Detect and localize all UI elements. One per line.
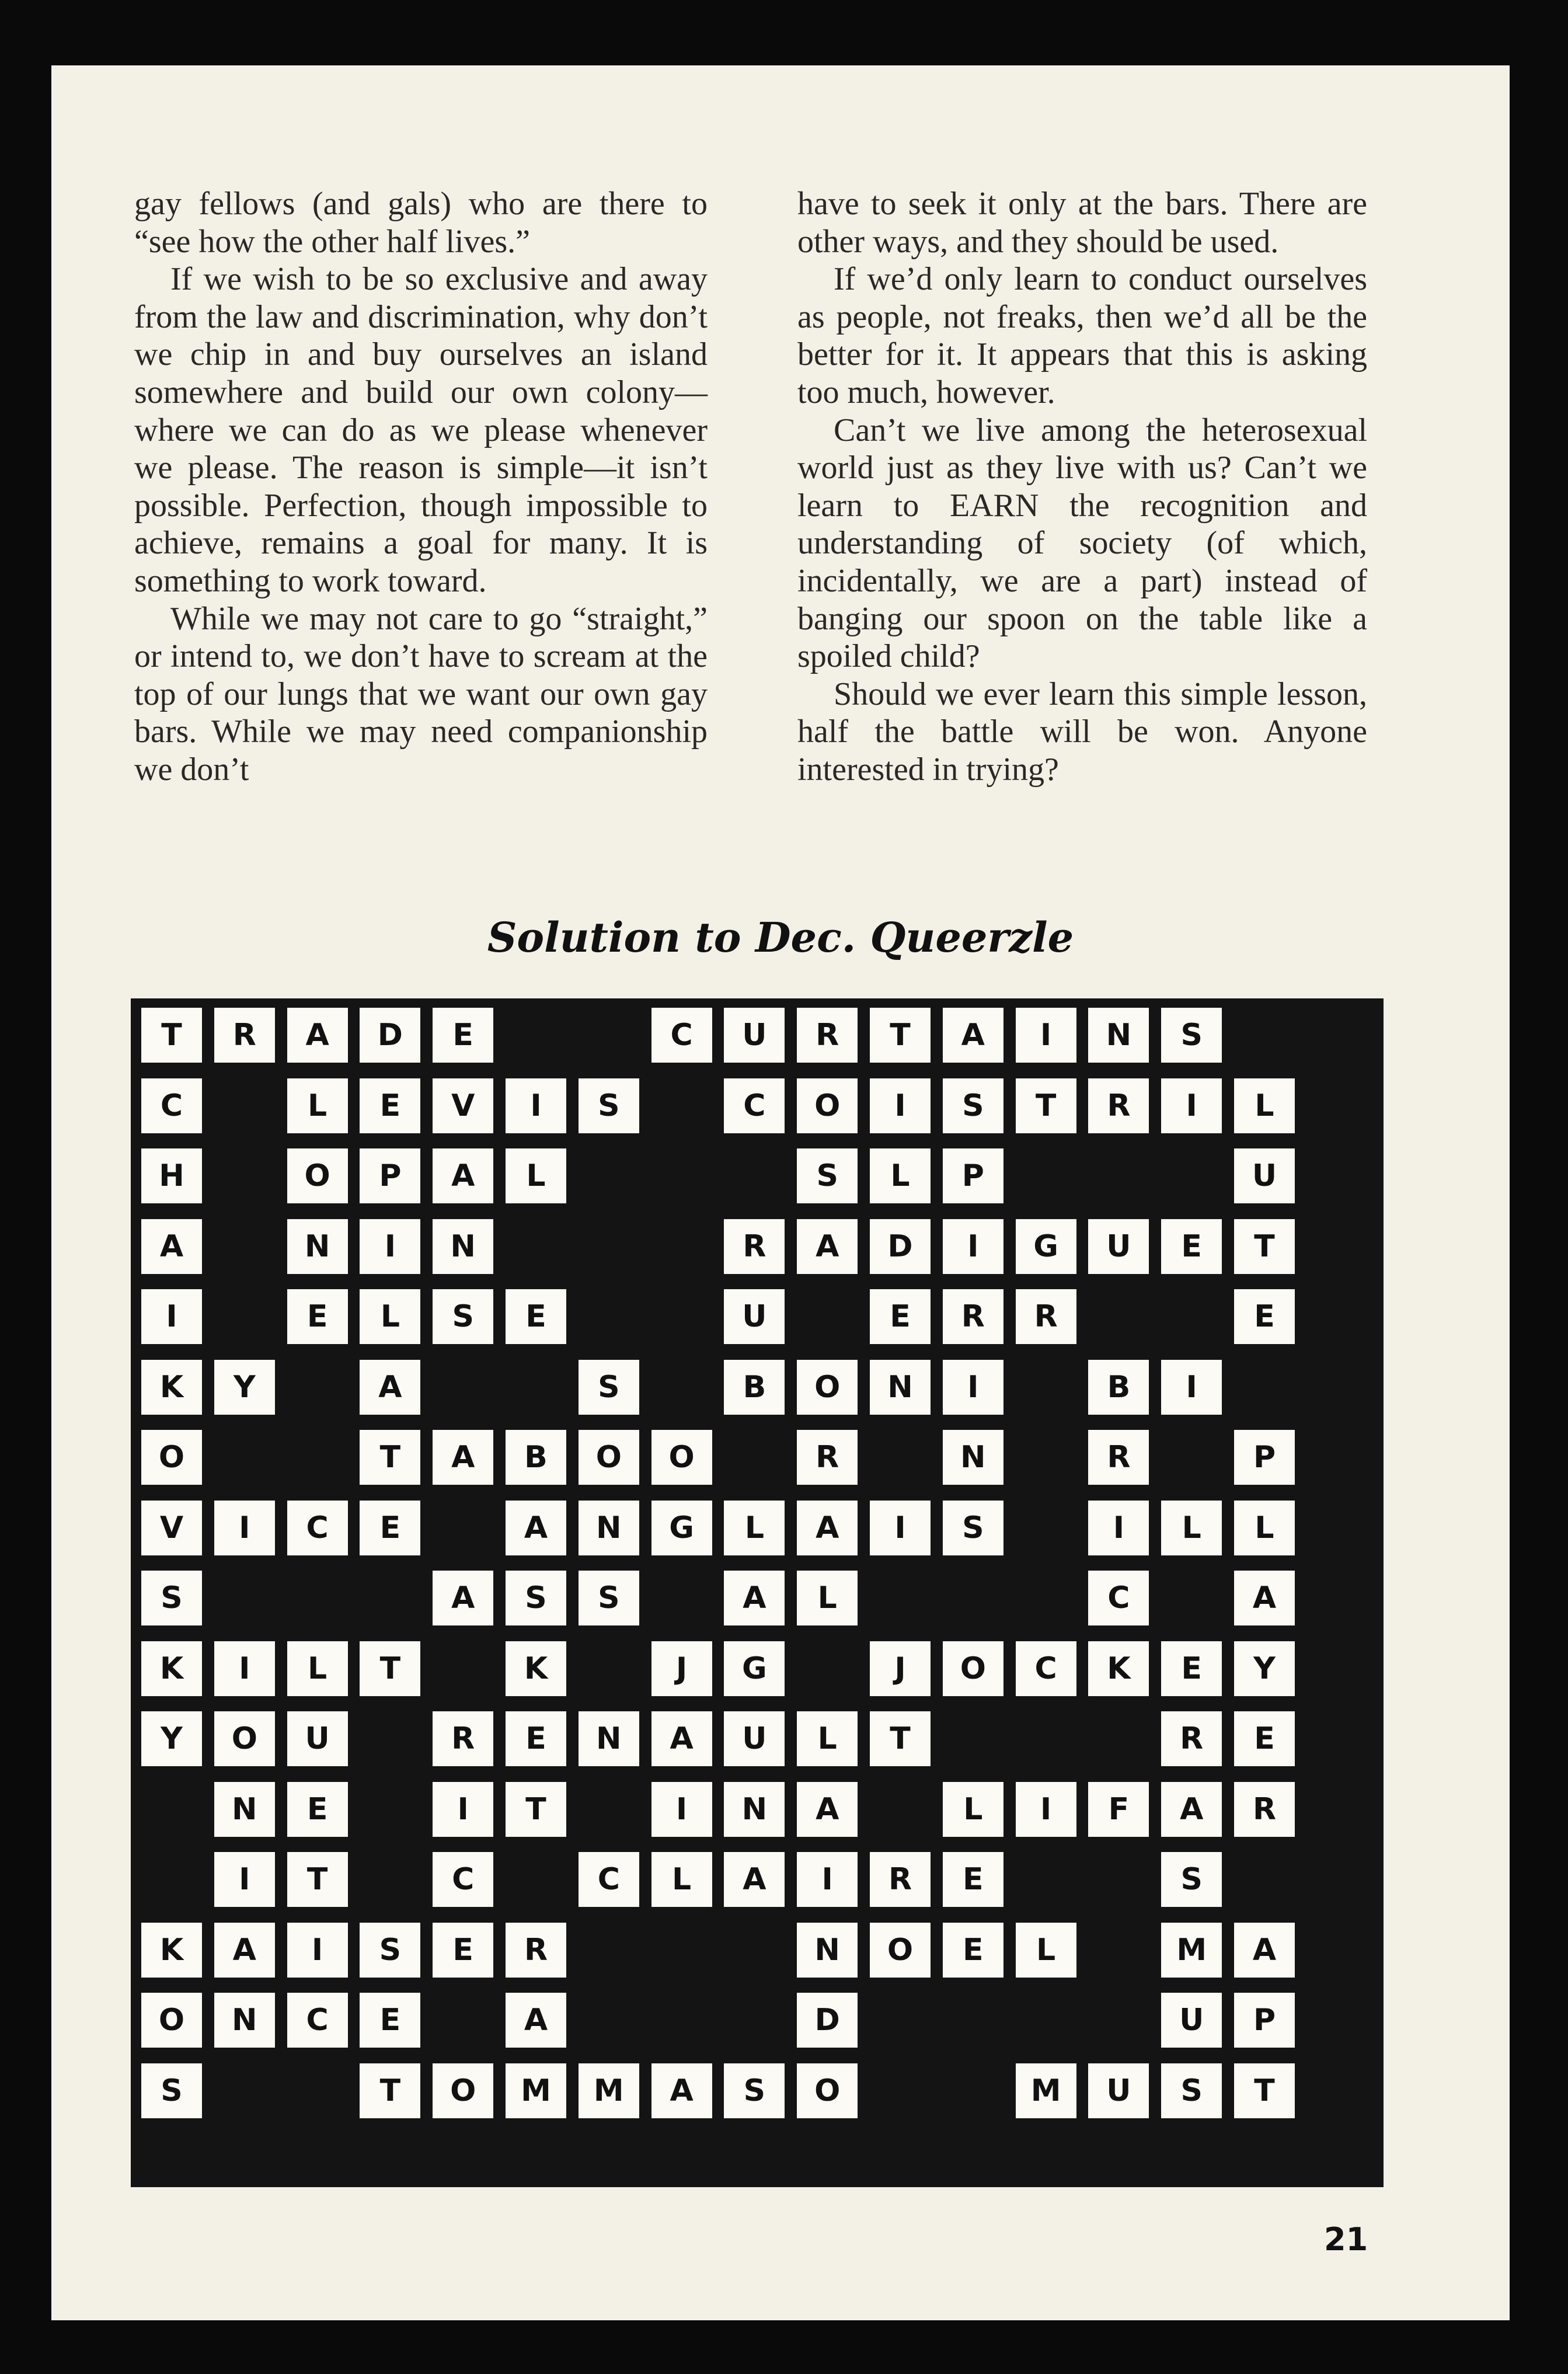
grid-cell: E	[1234, 1711, 1295, 1766]
grid-cell: S	[1161, 2063, 1222, 2118]
grid-cell: I	[797, 1852, 858, 1907]
grid-cell: U	[1234, 1148, 1295, 1203]
grid-cell: A	[943, 1008, 1003, 1063]
grid-cell: O	[214, 1711, 275, 1766]
grid-cell: C	[1016, 1641, 1076, 1696]
grid-cell: K	[141, 1641, 202, 1696]
grid-cell: S	[579, 1571, 639, 1625]
grid-cell: O	[943, 1641, 1003, 1696]
grid-cell: L	[287, 1078, 348, 1133]
grid-cell: O	[579, 1430, 639, 1485]
grid-cell: U	[1161, 1993, 1222, 2048]
grid-cell: R	[797, 1008, 858, 1063]
grid-cell: T	[360, 2063, 420, 2118]
grid-cell: I	[287, 1923, 348, 1978]
grid-cell: N	[724, 1782, 785, 1837]
grid-cell: N	[214, 1782, 275, 1837]
grid-cell: U	[1088, 2063, 1149, 2118]
grid-cell: I	[1088, 1501, 1149, 1555]
grid-cell: L	[797, 1571, 858, 1625]
grid-cell: S	[1161, 1008, 1222, 1063]
grid-cell: E	[943, 1852, 1003, 1907]
article-column-right	[797, 185, 1367, 789]
grid-cell: R	[214, 1008, 275, 1063]
grid-cell: S	[506, 1571, 566, 1625]
grid-cell: C	[724, 1078, 785, 1133]
grid-cell: S	[724, 2063, 785, 2118]
grid-cell: L	[1234, 1078, 1295, 1133]
grid-cell: R	[433, 1711, 493, 1766]
grid-cell: P	[943, 1148, 1003, 1203]
grid-cell: R	[1088, 1078, 1149, 1133]
grid-cell: E	[870, 1289, 931, 1344]
grid-cell: R	[797, 1430, 858, 1485]
grid-cell: P	[1234, 1993, 1295, 2048]
grid-cell: T	[360, 1430, 420, 1485]
grid-cell: D	[870, 1219, 931, 1274]
grid-cell: L	[1234, 1501, 1295, 1555]
grid-cell: E	[1234, 1289, 1295, 1344]
grid-cell: P	[1234, 1430, 1295, 1485]
grid-cell: A	[506, 1501, 566, 1555]
grid-cell: A	[1234, 1571, 1295, 1625]
grid-cell: I	[1161, 1360, 1222, 1415]
grid-cell: L	[797, 1711, 858, 1766]
grid-cell: N	[214, 1993, 275, 2048]
grid-cell: U	[724, 1711, 785, 1766]
grid-cell: A	[1161, 1782, 1222, 1837]
grid-cell: C	[141, 1078, 202, 1133]
grid-cell: S	[141, 2063, 202, 2118]
grid-cell: C	[579, 1852, 639, 1907]
grid-cell: T	[1234, 2063, 1295, 2118]
grid-cell: R	[870, 1852, 931, 1907]
grid-cell: T	[870, 1008, 931, 1063]
grid-cell: C	[433, 1852, 493, 1907]
grid-cell: L	[506, 1148, 566, 1203]
grid-cell: A	[141, 1219, 202, 1274]
grid-cell: I	[506, 1078, 566, 1133]
grid-cell: V	[433, 1078, 493, 1133]
grid-cell: U	[724, 1008, 785, 1063]
grid-cell: T	[360, 1641, 420, 1696]
grid-cell: S	[579, 1360, 639, 1415]
grid-cell: U	[724, 1289, 785, 1344]
puzzle-title: Solution to Dec. Queerzle	[487, 913, 1074, 962]
grid-cell: S	[433, 1289, 493, 1344]
grid-cell: K	[141, 1360, 202, 1415]
grid-cell: R	[1088, 1430, 1149, 1485]
grid-cell: A	[724, 1571, 785, 1625]
grid-cell: A	[506, 1993, 566, 2048]
grid-cell: M	[579, 2063, 639, 2118]
grid-cell: I	[943, 1360, 1003, 1415]
grid-cell: E	[287, 1782, 348, 1837]
paragraph: gay fellows (and gals) who are there to “see how the other half lives.”	[134, 186, 708, 260]
grid-cell: U	[1088, 1219, 1149, 1274]
grid-cell: S	[943, 1078, 1003, 1133]
grid-cell: H	[141, 1148, 202, 1203]
grid-cell: I	[141, 1289, 202, 1344]
grid-cell: E	[943, 1923, 1003, 1978]
paragraph: Can’t we live among the heterosexual world just as they live with us? Can’t we learn to EARN the recognition and understanding of society (of which, incidentally, we are a part) instead of banging our spoon on the table like a spoiled child?	[797, 412, 1367, 675]
grid-cell: E	[287, 1289, 348, 1344]
grid-cell: Y	[141, 1711, 202, 1766]
grid-cell: O	[797, 1078, 858, 1133]
grid-cell: L	[943, 1782, 1003, 1837]
grid-cell: A	[360, 1360, 420, 1415]
grid-cell: O	[651, 1430, 712, 1485]
grid-cell: R	[1234, 1782, 1295, 1837]
grid-cell: N	[433, 1219, 493, 1274]
grid-cell: N	[287, 1219, 348, 1274]
grid-cell: I	[651, 1782, 712, 1837]
grid-cell: R	[506, 1923, 566, 1978]
grid-cell: N	[943, 1430, 1003, 1485]
grid-cell: N	[870, 1360, 931, 1415]
grid-cell: A	[1234, 1923, 1295, 1978]
grid-cell: L	[360, 1289, 420, 1344]
grid-cell: I	[870, 1501, 931, 1555]
grid-cell: D	[797, 1993, 858, 2048]
grid-cell: S	[1161, 1852, 1222, 1907]
grid-cell: T	[287, 1852, 348, 1907]
grid-cell: O	[287, 1148, 348, 1203]
grid-cell: A	[651, 1711, 712, 1766]
grid-cell: J	[870, 1641, 931, 1696]
grid-cell: M	[1016, 2063, 1076, 2118]
grid-cell: S	[797, 1148, 858, 1203]
grid-cell: T	[141, 1008, 202, 1063]
grid-cell: Y	[214, 1360, 275, 1415]
crossword-solution-grid	[131, 998, 1384, 2187]
paragraph: While we may not care to go “straight,” or intend to, we don’t have to scream at the top of our lungs that we want our own gay bars. While we may need companionship we don’t	[134, 600, 708, 788]
grid-cell: A	[433, 1430, 493, 1485]
grid-cell: R	[1016, 1289, 1076, 1344]
grid-cell: O	[141, 1430, 202, 1485]
paragraph: If we wish to be so exclusive and away from the law and discrimination, why don’t we chip in and buy ourselves an island somewhere and build our own colony—where we can do as we please whenever we please. The reason is simple—it isn’t possible. Perfection, though impossible to achieve, remains a goal for many. It is something to work toward.	[134, 261, 708, 599]
grid-cell: N	[1088, 1008, 1149, 1063]
grid-cell: L	[287, 1641, 348, 1696]
grid-cell: A	[797, 1782, 858, 1837]
page-number: 21	[1324, 2221, 1368, 2258]
grid-cell: D	[360, 1008, 420, 1063]
grid-cell: O	[433, 2063, 493, 2118]
grid-cell: E	[1161, 1219, 1222, 1274]
grid-cell: A	[724, 1852, 785, 1907]
grid-cell: M	[1161, 1923, 1222, 1978]
grid-cell: E	[506, 1289, 566, 1344]
grid-cell: S	[360, 1923, 420, 1978]
grid-cell: B	[1088, 1360, 1149, 1415]
grid-cell: G	[724, 1641, 785, 1696]
grid-cell: F	[1088, 1782, 1149, 1837]
grid-cell: C	[287, 1501, 348, 1555]
grid-cell: S	[579, 1078, 639, 1133]
grid-cell: I	[1016, 1008, 1076, 1063]
grid-cell: G	[651, 1501, 712, 1555]
grid-cell: B	[506, 1430, 566, 1485]
grid-cell: R	[943, 1289, 1003, 1344]
grid-cell: Y	[1234, 1641, 1295, 1696]
grid-cell: I	[1161, 1078, 1222, 1133]
grid-cell: O	[870, 1923, 931, 1978]
grid-cell: N	[579, 1501, 639, 1555]
grid-cell: A	[797, 1501, 858, 1555]
grid-cell: E	[433, 1008, 493, 1063]
grid-cell: A	[433, 1148, 493, 1203]
grid-cell: I	[214, 1641, 275, 1696]
grid-cell: I	[214, 1852, 275, 1907]
grid-cell: E	[433, 1923, 493, 1978]
grid-cell: O	[797, 1360, 858, 1415]
grid-cell: S	[141, 1571, 202, 1625]
grid-cell: I	[870, 1078, 931, 1133]
grid-cell: K	[141, 1923, 202, 1978]
grid-cell: E	[506, 1711, 566, 1766]
grid-cell: T	[506, 1782, 566, 1837]
grid-cell: T	[870, 1711, 931, 1766]
grid-cell: I	[1016, 1782, 1076, 1837]
grid-cell: J	[651, 1641, 712, 1696]
grid-cell: K	[1088, 1641, 1149, 1696]
grid-cell: E	[360, 1078, 420, 1133]
grid-cell: C	[651, 1008, 712, 1063]
grid-cell: C	[287, 1993, 348, 2048]
grid-cell: I	[214, 1501, 275, 1555]
grid-cell: A	[433, 1571, 493, 1625]
grid-cell: V	[141, 1501, 202, 1555]
grid-cell: R	[724, 1219, 785, 1274]
grid-cell: E	[360, 1501, 420, 1555]
grid-cell: I	[943, 1219, 1003, 1274]
grid-cell: R	[1161, 1711, 1222, 1766]
grid-cell: A	[797, 1219, 858, 1274]
grid-cell: I	[433, 1782, 493, 1837]
magazine-page	[51, 65, 1510, 2320]
grid-cell: B	[724, 1360, 785, 1415]
article-column-left	[134, 185, 708, 789]
grid-cell: N	[797, 1923, 858, 1978]
grid-cell: L	[870, 1148, 931, 1203]
grid-cell: A	[214, 1923, 275, 1978]
grid-cell: K	[506, 1641, 566, 1696]
grid-cell: M	[506, 2063, 566, 2118]
grid-cell: A	[287, 1008, 348, 1063]
paragraph: have to seek it only at the bars. There are other ways, and they should be used.	[797, 186, 1367, 260]
grid-cell: L	[1016, 1923, 1076, 1978]
grid-cell: P	[360, 1148, 420, 1203]
grid-cell: E	[1161, 1641, 1222, 1696]
grid-cell: L	[724, 1501, 785, 1555]
grid-cell: G	[1016, 1219, 1076, 1274]
grid-cell: I	[360, 1219, 420, 1274]
grid-cell: U	[287, 1711, 348, 1766]
grid-cell: N	[579, 1711, 639, 1766]
grid-cell: E	[360, 1993, 420, 2048]
paragraph: If we’d only learn to conduct ourselves as people, not freaks, then we’d all be the better for it. It appears that this is asking too much, however.	[797, 261, 1367, 410]
paragraph: Should we ever learn this simple lesson, half the battle will be won. Anyone interested in trying?	[797, 676, 1367, 788]
grid-cell: A	[651, 2063, 712, 2118]
grid-cell: T	[1234, 1219, 1295, 1274]
grid-cell: O	[141, 1993, 202, 2048]
grid-cell: O	[797, 2063, 858, 2118]
grid-cell: T	[1016, 1078, 1076, 1133]
grid-cell: C	[1088, 1571, 1149, 1625]
grid-cell: S	[943, 1501, 1003, 1555]
grid-cell: L	[651, 1852, 712, 1907]
grid-cell: L	[1161, 1501, 1222, 1555]
